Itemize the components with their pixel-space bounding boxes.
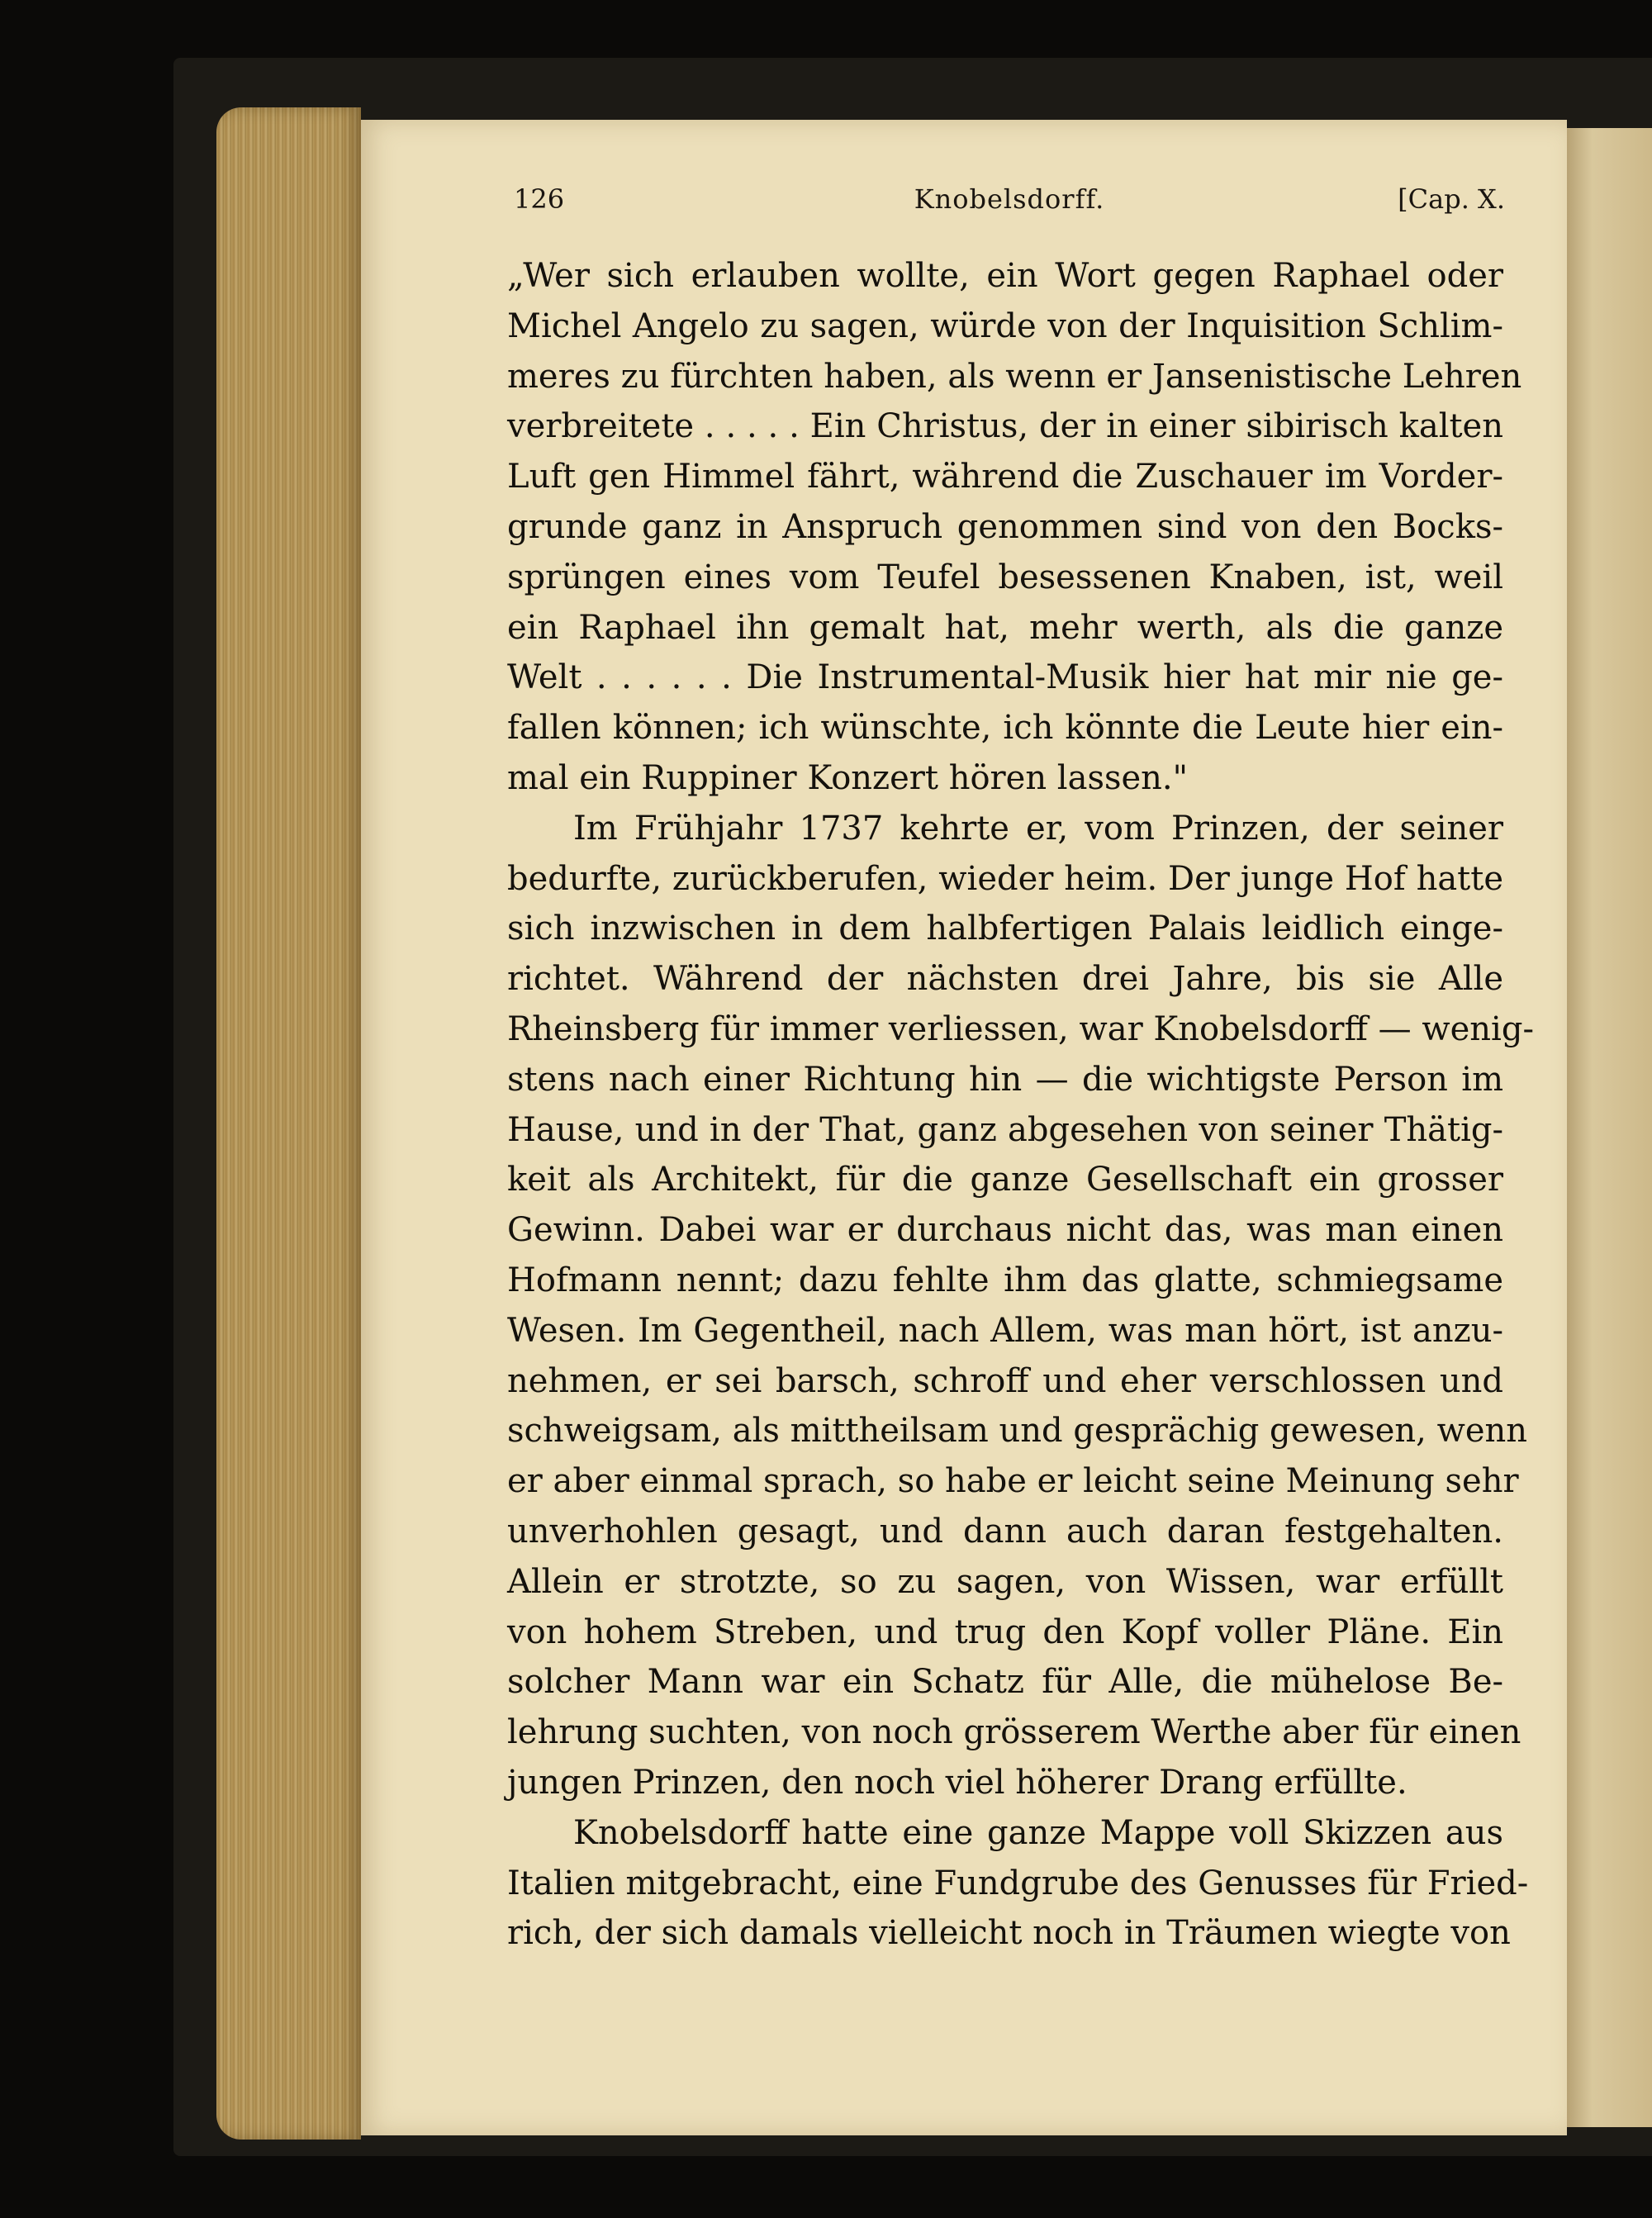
text-line: sich inzwischen in dem halbfertigen Palais leidlich einge- xyxy=(507,910,1503,948)
text-line: fallen können; ich wünschte, ich könnte die Leute hier ein- xyxy=(507,709,1503,748)
text-line: meres zu fürchten haben, als wenn er Jansenistische Lehren xyxy=(507,357,1522,396)
page-edges xyxy=(216,107,361,2140)
text-line: schweigsam, als mittheilsam und gesprächig gewesen, wenn xyxy=(507,1412,1528,1451)
chapter-reference: [Cap. X. xyxy=(1398,183,1505,215)
text-line: bedurfte, zurückberufen, wieder heim. Der junge Hof hatte xyxy=(507,859,1503,898)
text-line: von hohem Streben, und trug den Kopf voller Pläne. Ein xyxy=(507,1612,1503,1651)
running-title: Knobelsdorff. xyxy=(914,183,1105,215)
text-line: Wesen. Im Gegentheil, nach Allem, was man hört, ist anzu- xyxy=(507,1311,1503,1350)
body-text xyxy=(507,251,1534,1959)
text-line: solcher Mann war ein Schatz für Alle, die mühelose Be- xyxy=(507,1663,1503,1702)
page-number: 126 xyxy=(514,183,565,215)
text-line: grunde ganz in Anspruch genommen sind von den Bocks- xyxy=(507,507,1503,546)
text-line: Gewinn. Dabei war er durchaus nicht das, was man einen xyxy=(507,1211,1503,1250)
text-line: Allein er strotzte, so zu sagen, von Wissen, war erfüllt xyxy=(507,1562,1503,1601)
text-line: rich, der sich damals vielleicht noch in Träumen wiegte von xyxy=(507,1914,1511,1953)
text-line: mal ein Ruppiner Konzert hören lassen." xyxy=(507,758,1189,797)
text-line: stens nach einer Richtung hin — die wichtigste Person im xyxy=(507,1060,1503,1099)
text-line: „Wer sich erlauben wollte, ein Wort gegen Raphael oder xyxy=(507,257,1503,295)
text-line: keit als Architekt, für die ganze Gesellschaft ein grosser xyxy=(507,1161,1503,1199)
text-line: unverhohlen gesagt, und dann auch daran festgehalten. xyxy=(507,1512,1503,1551)
text-line: sprüngen eines vom Teufel besessenen Knaben, ist, weil xyxy=(507,558,1503,596)
text-line: Welt . . . . . . Die Instrumental-Musik hier hat mir nie ge- xyxy=(507,658,1503,697)
text-line: Luft gen Himmel fährt, während die Zuschauer im Vorder- xyxy=(507,458,1503,496)
text-line: Knobelsdorff hatte eine ganze Mappe voll Skizzen aus xyxy=(573,1813,1503,1852)
text-line: Im Frühjahr 1737 kehrte er, vom Prinzen, der seiner xyxy=(573,809,1503,848)
text-line: jungen Prinzen, den noch viel höherer Drang erfüllte. xyxy=(507,1763,1408,1802)
text-line: ein Raphael ihn gemalt hat, mehr werth, als die ganze xyxy=(507,608,1503,647)
text-line: Hause, und in der That, ganz abgesehen von seiner Thätig- xyxy=(507,1110,1503,1149)
text-line: Italien mitgebracht, eine Fundgrube des Genusses für Fried- xyxy=(507,1864,1529,1902)
text-line: er aber einmal sprach, so habe er leicht seine Meinung sehr xyxy=(507,1462,1519,1501)
facing-page-edge xyxy=(1567,128,1652,2127)
text-line: lehrung suchten, von noch grösserem Werthe aber für einen xyxy=(507,1713,1521,1752)
text-line: nehmen, er sei barsch, schroff und eher verschlossen und xyxy=(507,1361,1503,1400)
text-line: verbreitete . . . . . Ein Christus, der in einer sibirisch kalten xyxy=(507,407,1503,446)
running-header xyxy=(514,183,1505,225)
text-line: Hofmann nennt; dazu fehlte ihm das glatte, schmiegsame xyxy=(507,1261,1503,1299)
text-line: Michel Angelo zu sagen, würde von der Inquisition Schlim- xyxy=(507,306,1503,345)
text-line: Rheinsberg für immer verliessen, war Knobelsdorff — wenig- xyxy=(507,1009,1534,1048)
text-line: richtet. Während der nächsten drei Jahre, bis sie Alle xyxy=(507,960,1503,999)
